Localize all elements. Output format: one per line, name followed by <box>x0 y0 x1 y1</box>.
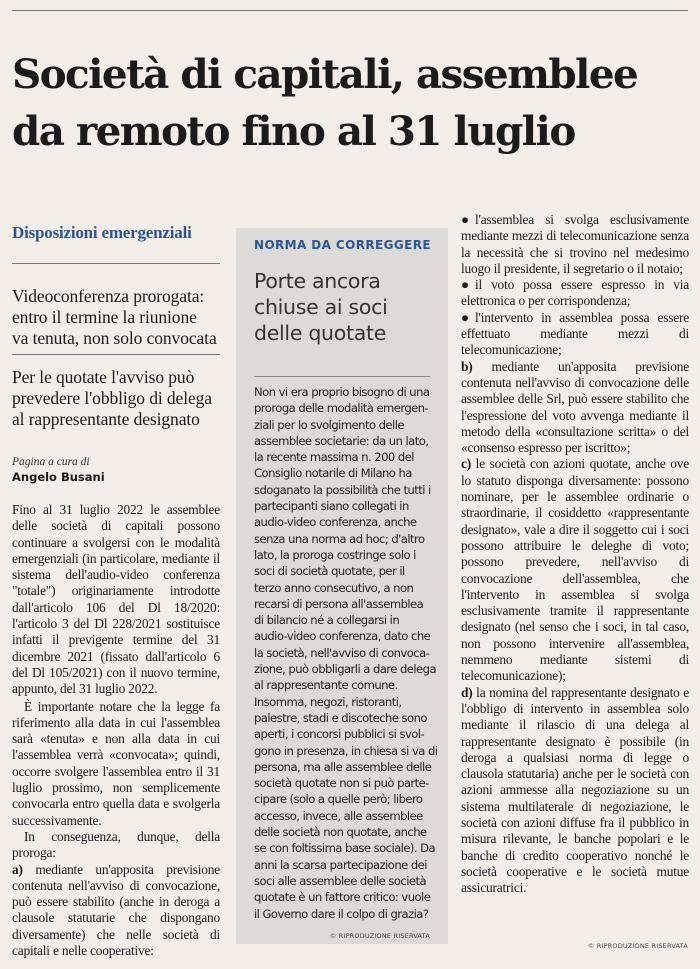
summary-rule-1 <box>12 263 220 264</box>
bullet-text-1: l'assemblea si svolga esclusivamente mediante mezzi di telecomunicazione senza la necessità che si trovino nel medesimo luogo il presidente, il segretario o il notaio; <box>461 212 689 276</box>
sidebar-title: Porte ancora chiuse ai soci delle quotate <box>254 269 388 345</box>
right-body <box>461 212 689 896</box>
item-d-letter: d) <box>461 684 473 700</box>
body-item-a <box>12 862 220 960</box>
bullet-icon: ● <box>461 309 469 325</box>
body-paragraph-3: In conseguenza, dunque, della proroga: <box>12 828 220 861</box>
summary-2: Per le quotate l'avviso può prevedere l'obbligo di delega al rappresentante designato <box>12 367 212 429</box>
bullet-text-3: l'intervento in assemblea possa essere effettuato mediante mezzi di telecomunicazione; <box>461 309 689 358</box>
section-tag: Disposizioni emergenziali <box>12 223 192 242</box>
item-a-letter: a) <box>12 861 23 877</box>
sidebar-copyright: © RIPRODUZIONE RISERVATA <box>329 932 430 940</box>
right-copyright: © RIPRODUZIONE RISERVATA <box>587 942 688 950</box>
bullet-item-2 <box>461 277 689 310</box>
sidebar-label: NORMA DA CORREGGERE <box>254 238 431 252</box>
item-b-letter: b) <box>461 358 473 374</box>
sidebar-body: Non vi era proprio bisogno di una proroga delle modalità emergen- ziali per lo svolgimento delle assemblee societarie: da un lato, la recente massima n. 200 del Consiglio notarile di Milano ha sdoganato la possibilità che tutti i partecipanti siano collegati in audio-video conferenza, anche senza una norma ad hoc; d'altro lato, la proroga costringe solo i soci di società quotate, per il terzo anno consecutivo, a non recarsi di persona all'assemblea di bilancio né a collegarsi in audio-video conferenza, dato che la società, nell'avviso di convoca- zione, può obbligarli a dare delega al rappresentante comune. Insomma, negozi, ristoranti, palestre, stadi e discoteche sono aperti, i concorsi pubblici si svol- gono in presenza, in chiesa si va di persona, ma alle assemblee delle società quotate non si può parte- cipare (solo a quelle però; libero accesso, invece, alle assemblee delle società non quotate, anche se con foltissima base sociale). Da anni la scarsa partecipazione dei soci alle assemblee delle società quotate è un fattore critico: vuole il Governo dare il colpo di grazia? <box>254 385 438 921</box>
bullet-icon: ● <box>461 277 469 293</box>
body-paragraph-1: Fino al 31 luglio 2022 le assemblee delle società di capitali possono continuare a svolgersi con le modalità emergenziali (in particolare, mediante il sistema dell'audio-video conferenza "totale") originariamente introdotte dall'articolo 106 del Dl 18/2020: l'articolo 3 del Dl 228/2021 sostituisce infatti il previgente termine del 31 dicembre 2021 (fissato dall'articolo 6 del Dl 105/2021) con il nuovo termine, appunto, del 31 luglio 2022. <box>12 502 220 697</box>
body-item-b <box>461 359 689 457</box>
bullet-icon: ● <box>461 212 469 227</box>
bullet-item-3 <box>461 310 689 359</box>
summary-1: Videoconferenza prorogata: entro il termine la riunione va tenuta, non solo convocata <box>12 286 217 348</box>
author-name: Angelo Busani <box>12 470 105 484</box>
bullet-text-2: il voto possa essere espresso in via elettronica o per corrispondenza; <box>461 277 689 309</box>
sidebar-box <box>236 228 448 944</box>
headline: Società di capitali, assemblee da remoto fino al 31 luglio <box>12 50 638 155</box>
item-d-text: la nomina del rappresentante designato e l'obbligo di intervento in assemblea solo mediante il rilascio di una delega al rappresentante designato è possibile (in deroga a qualsiasi norma di legge o clausola statutaria) anche per le società con azioni ammesse alla negoziazione su un sistema multilaterale di negoziazione, le società con azioni diffuse fra il pubblico in misura rilevante, le banche popolari e le banche di credito cooperativo nonché le società cooperative e le società mutue assicuratrici. <box>461 684 689 896</box>
item-a-text: mediante un'apposita previsione contenuta nell'avviso di convocazione, può essere stabilito (anche in deroga a clausole statutarie che dispongano diversamente) che nelle società di capitali e nelle cooperative: <box>12 861 220 959</box>
bullet-item-1 <box>461 212 689 277</box>
body-item-c <box>461 456 689 684</box>
item-b-text: mediante un'apposita previsione contenuta nell'avviso di convocazione delle assemblee delle Srl, può essere stabilito che l'espressione del voto avvenga mediante il metodo della «consultazione scritta» o del «consenso espresso per iscritto»; <box>461 358 689 456</box>
left-body <box>12 502 220 959</box>
credit-label: Pagina a cura di <box>12 456 90 468</box>
summary-rule-2 <box>12 354 220 355</box>
sidebar-rule <box>254 376 430 377</box>
item-c-text: le società con azioni quotate, anche ove lo statuto disponga diversamente: possono nominare, per le assemblee ordinarie o straordinarie, il cosiddetto «rappresentante designato», vale a dire il soggetto cui i soci possono attribuire le deleghe di voto; possono prevedere, nell'avviso di convocazione dell'assemblea, che l'intervento in assemblea si svolga esclusivamente tramite il rappresentante designato (nel senso che i soci, in tal caso, non possono intervenire all'assemblea, nemmeno mediante sistemi di telecomunicazione); <box>461 456 689 684</box>
top-rule <box>12 10 688 11</box>
body-item-d <box>461 685 689 897</box>
item-c-letter: c) <box>461 456 472 472</box>
body-paragraph-2: È importante notare che la legge fa riferimento alla data in cui l'assemblea sarà «tenuta» e non alla data in cui l'assemblea verrà «convocata»; quindi, occorre svolgere l'assemblea entro il 31 luglio prossimo, non semplicemente convocarla entro quella data e svolgerla successivamente. <box>12 698 220 828</box>
